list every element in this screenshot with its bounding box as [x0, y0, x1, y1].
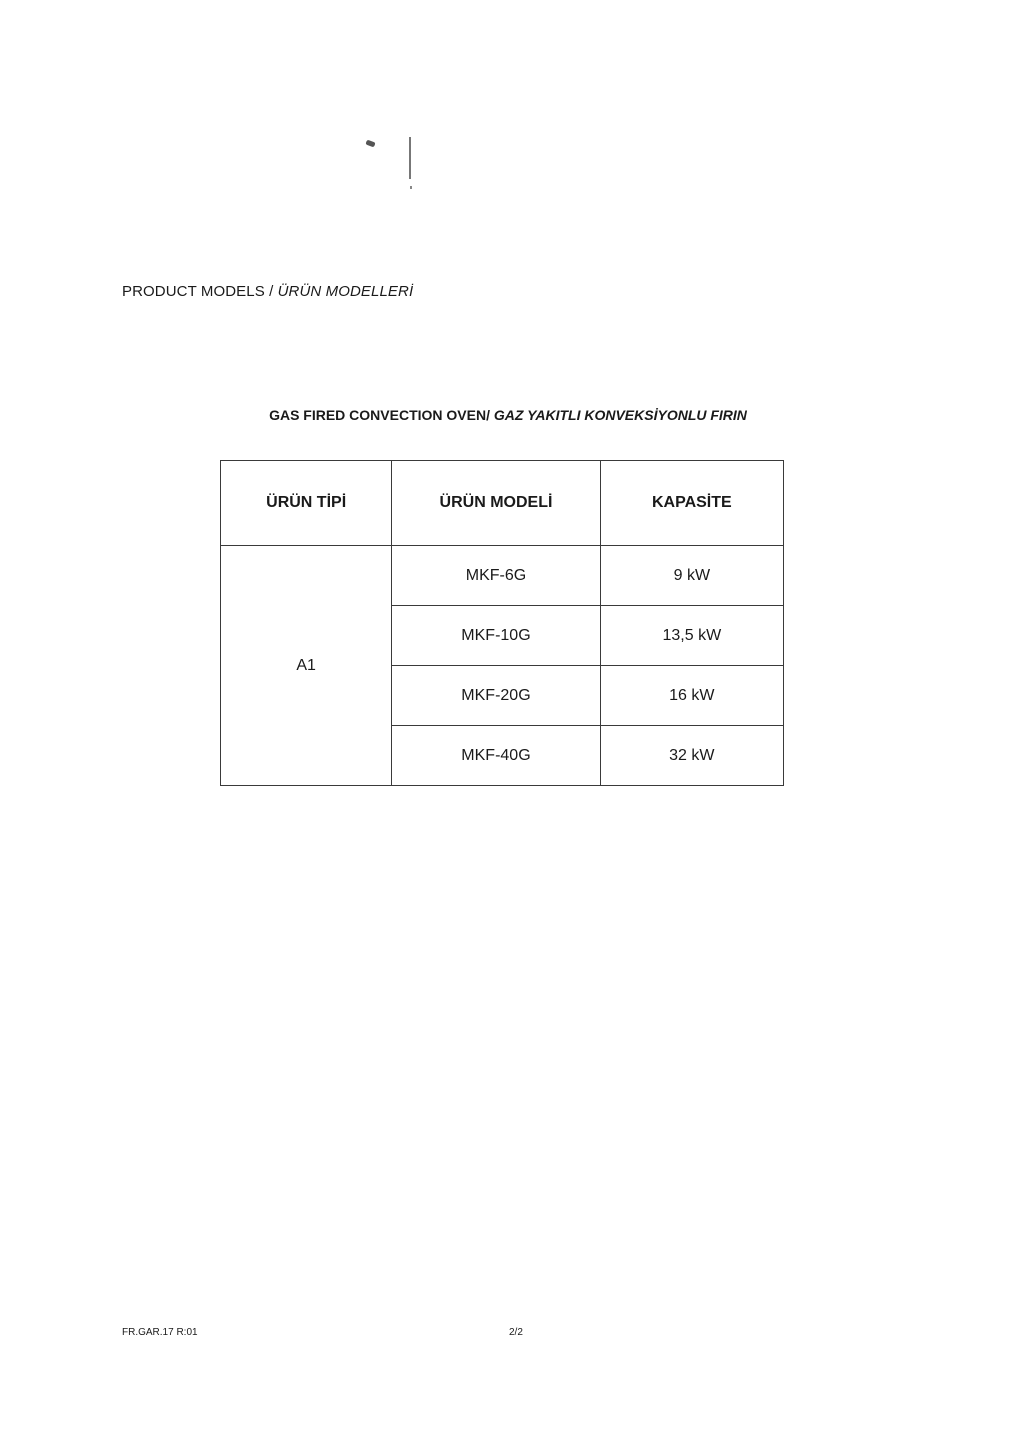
- header-capacity: KAPASİTE: [600, 461, 783, 546]
- model-cell: MKF-40G: [392, 726, 600, 786]
- scan-artifact-speck: [410, 186, 412, 189]
- table-header-row: [221, 461, 784, 546]
- table-row: [221, 546, 784, 606]
- table-title: [0, 407, 1026, 423]
- capacity-cell: 32 kW: [600, 726, 783, 786]
- header-product-model: ÜRÜN MODELİ: [392, 461, 600, 546]
- scan-artifact-line: [409, 137, 411, 179]
- section-heading-turkish: ÜRÜN MODELLERİ: [277, 283, 414, 300]
- model-cell: MKF-20G: [392, 666, 600, 726]
- scan-artifact-mark: [365, 140, 375, 148]
- table-title-turkish: GAZ YAKITLI KONVEKSİYONLU FIRIN: [493, 407, 747, 423]
- capacity-cell: 9 kW: [600, 546, 783, 606]
- capacity-cell: 13,5 kW: [600, 606, 783, 666]
- page-number: 2/2: [509, 1327, 523, 1338]
- section-heading: [122, 283, 413, 300]
- section-heading-english: PRODUCT MODELS /: [122, 283, 278, 300]
- table-title-english: GAS FIRED CONVECTION OVEN/: [269, 407, 494, 423]
- product-models-table: [220, 460, 784, 786]
- capacity-cell: 16 kW: [600, 666, 783, 726]
- header-product-type: ÜRÜN TİPİ: [221, 461, 392, 546]
- product-type-cell: A1: [221, 546, 392, 786]
- model-cell: MKF-10G: [392, 606, 600, 666]
- form-code: FR.GAR.17 R:01: [122, 1327, 198, 1338]
- model-cell: MKF-6G: [392, 546, 600, 606]
